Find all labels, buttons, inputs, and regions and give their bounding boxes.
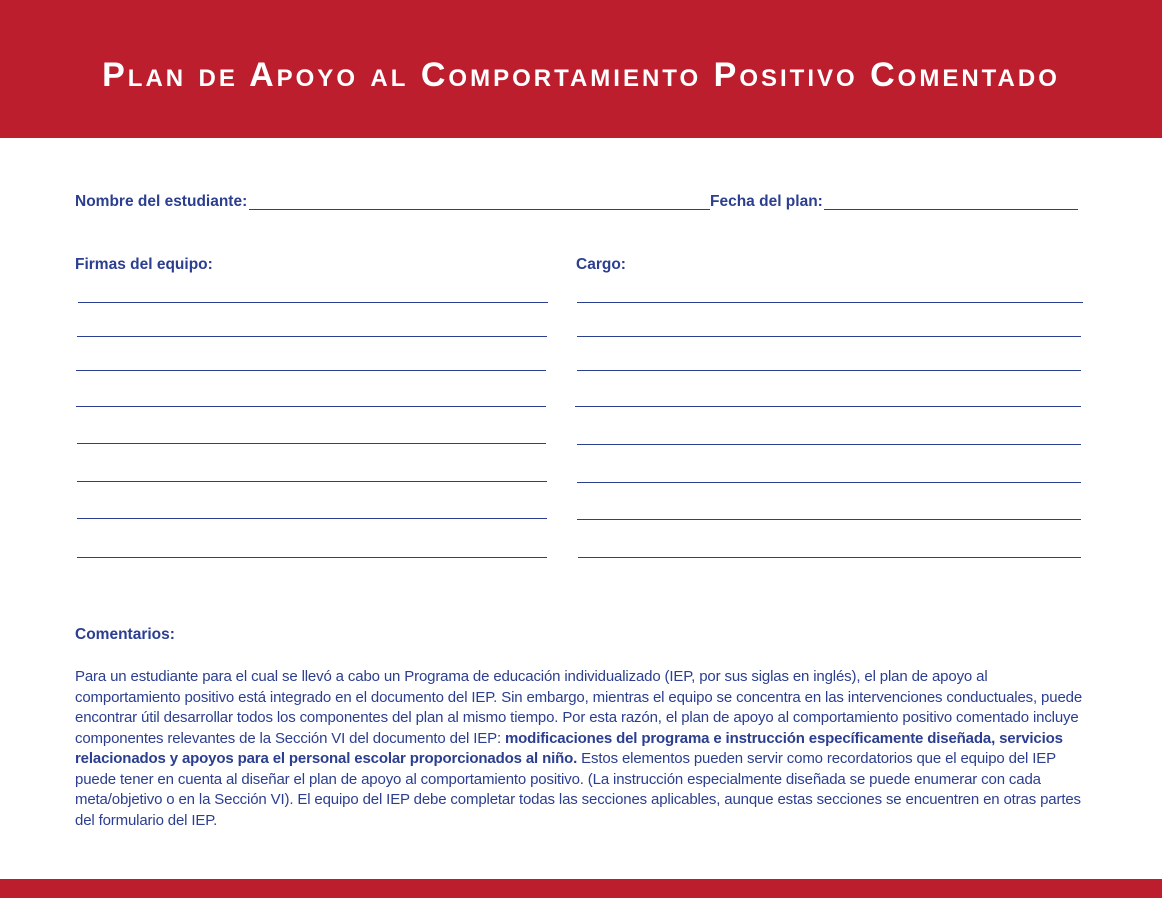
comments-label: Comentarios: [75, 626, 175, 643]
team-signatures-label: Firmas del equipo: [75, 256, 213, 273]
comments-text-bold: modificaciones del programa e instrucción específicamente diseñada, servicios relacionados y apoyos para el personal escolar proporcionados al niño. [75, 729, 1063, 767]
signature-line[interactable] [78, 302, 548, 303]
position-line[interactable] [577, 336, 1081, 337]
signature-line[interactable] [77, 518, 547, 519]
signature-line[interactable] [76, 370, 546, 371]
position-line[interactable] [578, 557, 1081, 558]
position-line[interactable] [577, 482, 1081, 483]
position-line[interactable] [577, 444, 1081, 445]
plan-date-label: Fecha del plan: [710, 193, 823, 210]
position-line[interactable] [577, 519, 1081, 520]
comments-text-start: Para un estudiante para el cual se llevó a cabo un Programa de educación individualizado (IEP, por sus siglas en inglés), el plan de apoyo al comportamiento positivo está integrado en el documento del IEP. Sin embargo, mientras el equipo se concentra en las intervenciones conductuales, puede encontrar útil desarrollar todos los componentes del plan al mismo tiempo. Por esta razón, el plan de apoyo al comportamiento positivo comentado incluye componentes relevantes de la Sección VI del documento del IEP: [75, 668, 1083, 747]
signature-line[interactable] [77, 443, 546, 444]
position-line[interactable] [577, 302, 1083, 303]
signature-line[interactable] [77, 336, 547, 337]
student-name-field[interactable] [249, 209, 710, 210]
footer-bar [0, 879, 1162, 898]
student-name-label: Nombre del estudiante: [75, 193, 248, 210]
page-title: Plan de Apoyo al Comportamiento Positivo Comentado [102, 55, 1060, 94]
position-line[interactable] [577, 370, 1081, 371]
comments-text-end: Estos elementos pueden servir como recordatorios que el equipo del IEP puede tener en cuenta al diseñar el plan de apoyo al comportamiento positivo. (La instrucción especialmente diseñada se puede enumerar con cada meta/objetivo o en la Sección VI). El equipo del IEP debe completar todas las secciones aplicables, aunque estas secciones se encuentren en otras partes del formulario del IEP. [75, 750, 1081, 829]
header-banner [0, 0, 1162, 138]
plan-date-field[interactable] [824, 209, 1078, 210]
position-label: Cargo: [576, 256, 626, 273]
signature-line[interactable] [76, 406, 546, 407]
comments-paragraph [75, 667, 1085, 831]
signature-line[interactable] [77, 481, 547, 482]
signature-line[interactable] [77, 557, 547, 558]
position-line[interactable] [575, 406, 1081, 407]
